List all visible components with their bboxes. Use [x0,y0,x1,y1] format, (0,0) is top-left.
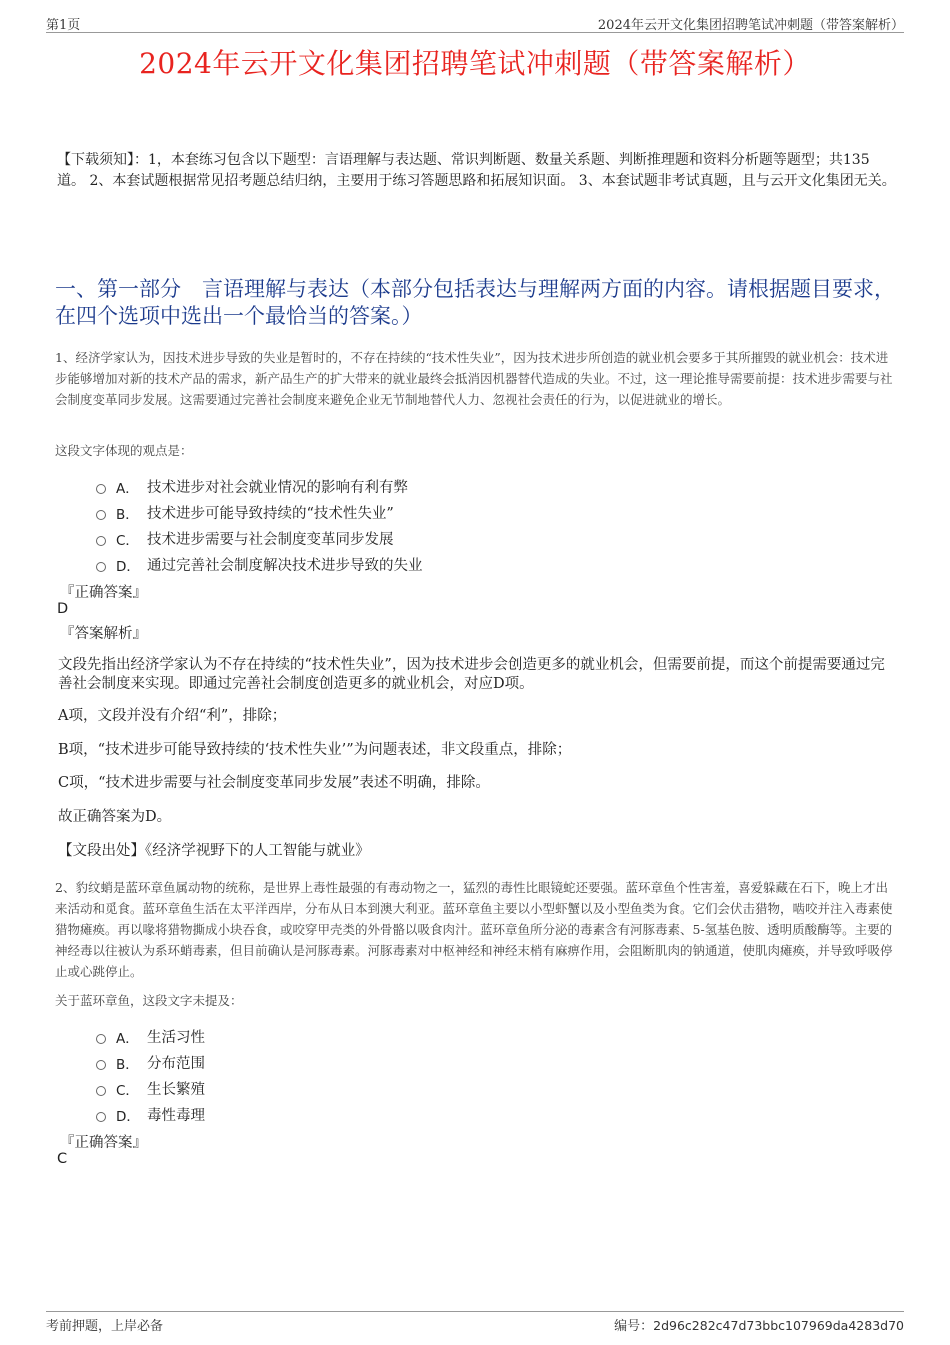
answer-label: 『正确答案』 [60,1135,147,1151]
analysis-paragraph: 故正确答案为D。 [58,809,172,825]
question-1-text: 1、经济学家认为，因技术进步导致的失业是暂时的，不存在持续的“技术性失业”，因为技术进步所创造的就业机会要多于其所摧毁的就业机会：技术进步能够增加对新的技术产品的需求，新产品生产的扩大带来的就业最终会抵消因机器替代造成的失业。不过，这一理论推导需要前提：技术进步需要与社会制度变革同步发展。这需要通过完善社会制度来避免企业无节制地替代人力、忽视社会责任的行为，以促进就业的增长。 [55,350,893,407]
question-1-option-a[interactable] [96,476,408,497]
option-letter: A． [116,480,139,497]
question-2-option-a[interactable] [96,1026,205,1047]
option-text: 技术进步对社会就业情况的影响有利有弊 [147,480,408,496]
answer-value: D [57,601,69,617]
question-2-option-b[interactable] [96,1052,205,1073]
analysis-label: 『答案解析』 [60,626,147,642]
question-1-option-c[interactable] [96,528,394,549]
radio-icon[interactable] [96,562,106,572]
question-2-text: 2、豹纹蛸是蓝环章鱼属动物的统称，是世界上毒性最强的有毒动物之一，猛烈的毒性比眼镜蛇还要强。蓝环章鱼个性害羞，喜爱躲藏在石下，晚上才出来活动和觅食。蓝环章鱼生活在太平洋西岸，分布从日本到澳大利亚。蓝环章鱼主要以小型虾蟹以及小型鱼类为食。它们会伏击猎物，啮咬并注入毒素使猎物瘫痪。再以喙将猎物撕成小块吞食，或咬穿甲壳类的外骨骼以吸食肉汁。蓝环章鱼所分泌的毒素含有河豚毒素、5-氢基色胺、透明质酸酶等。主要的神经毒以往被认为系环蛸毒素，但目前确认是河豚毒素。河豚毒素对中枢神经和神经末梢有麻痹作用，会阻断肌肉的钠通道，使肌肉瘫痪，并导致呼吸停止或心跳停止。 [55,880,893,979]
section-heading: 一、第一部分 言语理解与表达（本部分包括表达与理解两方面的内容。请根据题目要求，在四个选项中选出一个最恰当的答案。） [55,277,895,328]
option-text: 生长繁殖 [147,1082,205,1098]
option-letter: C． [116,532,139,549]
radio-icon[interactable] [96,484,106,494]
analysis-paragraph: C项，“技术进步需要与社会制度变革同步发展”表述不明确，排除。 [58,775,490,791]
footer-code-label: 编号： [614,1319,654,1334]
question-2-option-c[interactable] [96,1078,205,1099]
radio-icon[interactable] [96,1086,106,1096]
option-letter: D． [116,558,140,575]
footer-code-value: 2d96c282c47d73bbc107969da4283d70 [653,1318,904,1333]
analysis-paragraph: 文段先指出经济学家认为不存在持续的“技术性失业”，因为技术进步会创造更多的就业机会，但需要前提，而这个前提需要通过完善社会制度来实现。即通过完善社会制度创造更多的就业机会，对应D项。 [58,657,885,692]
radio-icon[interactable] [96,1034,106,1044]
radio-icon[interactable] [96,510,106,520]
radio-icon[interactable] [96,536,106,546]
question-1-option-d[interactable] [96,554,423,575]
analysis-paragraph: B项，“技术进步可能导致持续的‘技术性失业’”为问题表述，非文段重点，排除； [58,742,572,758]
question-2-option-d[interactable] [96,1104,205,1125]
option-text: 技术进步可能导致持续的“技术性失业” [147,506,394,522]
download-notice: 【下载须知】：1，本套练习包含以下题型：言语理解与表达题、常识判断题、数量关系题、判断推理题和资料分析题等题型；共135道。 2、本套试题根据常见招考题总结归纳，主要用于练习答题思路和拓展知识面。 3、本套试题非考试真题，且与云开文化集团无关。 [57,152,896,189]
option-letter: D． [116,1108,140,1125]
source-citation: 【文段出处】《经济学视野下的人工智能与就业》 [58,843,370,859]
option-text: 通过完善社会制度解决技术进步导致的失业 [147,558,423,574]
radio-icon[interactable] [96,1112,106,1122]
option-text: 生活习性 [147,1030,205,1046]
question-1-option-b[interactable] [96,502,394,523]
footer-divider [46,1311,904,1312]
option-text: 分布范围 [147,1056,205,1072]
header-divider [46,32,904,33]
option-letter: C． [116,1082,139,1099]
option-letter: B． [116,1056,139,1073]
footer-code [614,1315,904,1334]
header-doc-title: 2024年云开文化集团招聘笔试冲刺题（带答案解析） [597,18,904,33]
analysis-paragraph: A项，文段并没有介绍“利”，排除； [58,708,287,724]
answer-label: 『正确答案』 [60,585,147,601]
option-text: 技术进步需要与社会制度变革同步发展 [147,532,394,548]
option-letter: B． [116,506,139,523]
page-title: 2024年云开文化集团招聘笔试冲刺题（带答案解析） [139,47,811,80]
question-1-prompt: 这段文字体现的观点是： [55,443,193,458]
question-2-prompt: 关于蓝环章鱼，这段文字未提及： [55,993,243,1008]
footer-slogan: 考前押题，上岸必备 [46,1319,164,1334]
radio-icon[interactable] [96,1060,106,1070]
option-text: 毒性毒理 [147,1108,205,1124]
answer-value: C [57,1151,68,1167]
option-letter: A． [116,1030,139,1047]
page-number: 第1页 [46,18,81,33]
